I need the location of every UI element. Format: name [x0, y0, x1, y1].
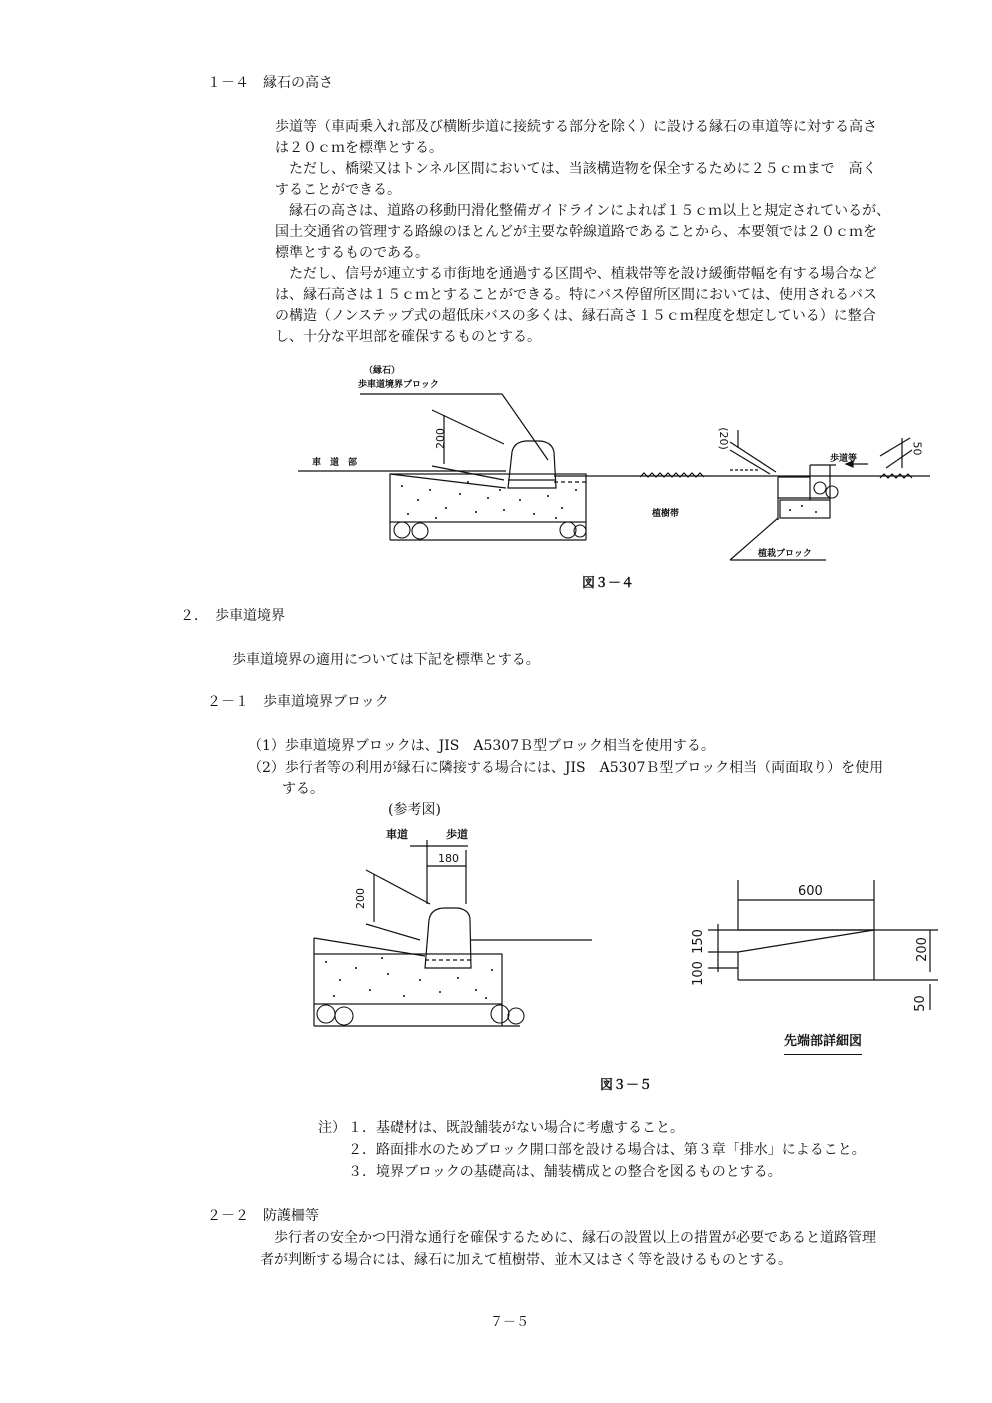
- fig34-dim-20: (20): [716, 427, 730, 450]
- section-heading-2: ２． 歩車道境界: [180, 608, 285, 624]
- fig35-dim-50: 50: [912, 995, 928, 1012]
- fig35-dim-180: 180: [438, 852, 459, 865]
- fig34-label-block: 歩車道境界ブロック: [358, 380, 439, 390]
- fig35-detail-caption: 先端部詳細図: [784, 1032, 862, 1055]
- para-line: することができる。: [275, 182, 401, 198]
- fig35-reference-label: (参考図): [388, 802, 441, 818]
- para-line: 国土交通省の管理する路線のほとんどが主要な幹線道路であることから、本要領では２０ｃｍを: [275, 224, 877, 240]
- para-line: の構造（ノンステップ式の超低床バスの多くは、縁石高さ１５ｃｍ程度を想定している）に整合: [275, 308, 876, 324]
- list-item-1: （1）歩車道境界ブロックは、JIS A5307Ｂ型ブロック相当を使用する。: [248, 738, 715, 754]
- fig34-label-curb: （縁石）: [364, 366, 401, 376]
- fig35-label-roadway: 車道: [386, 828, 408, 841]
- figure-3-5-detail-drawing: [690, 880, 950, 1010]
- para-line: ただし、信号が連立する市街地を通過する区間や、植栽帯等を設け緩衝帯幅を有する場合など: [275, 266, 877, 282]
- list-item-2: （2）歩行者等の利用が縁石に隣接する場合には、JIS A5307Ｂ型ブロック相当（両面取り）を使用: [248, 760, 884, 776]
- figure-3-4-caption: 図３－４: [582, 576, 635, 591]
- section-2-intro: 歩車道境界の適用については下記を標準とする。: [232, 652, 540, 668]
- figure-3-4-drawing: [290, 360, 930, 570]
- note-2: ２．路面排水のためブロック開口部を設ける場合は、第３章「排水」によること。: [348, 1142, 866, 1158]
- section-2-2-line-1: 歩行者の安全かつ円滑な通行を確保するために、縁石の設置以上の措置が必要であると道路管理: [260, 1230, 876, 1246]
- section-heading-1-4: １－４ 縁石の高さ: [207, 75, 333, 91]
- para-line: し、十分な平坦部を確保するものとする。: [275, 329, 541, 345]
- fig35-dim-150: 150: [690, 929, 706, 954]
- fig34-label-plantblock: 植栽ブロック: [758, 549, 812, 559]
- list-item-2-cont: する。: [282, 781, 324, 797]
- section-2-2-line-2: 者が判断する場合には、縁石に加えて植樹帯、並木又はさく等を設けるものとする。: [260, 1252, 792, 1268]
- para-line: は、縁石高さは１５ｃｍとすることができる。特にバス停留所区間においては、使用されるバス: [275, 287, 877, 303]
- fig35-dim-200b: 200: [914, 937, 930, 962]
- fig34-dim-200: 200: [434, 428, 447, 449]
- figure-3-5-section-drawing: [300, 840, 600, 1030]
- figure-3-5-caption: 図３－５: [600, 1078, 653, 1093]
- fig34-label-roadway: 車 道 部: [312, 458, 358, 468]
- fig35-label-sidewalk: 歩道: [446, 828, 468, 841]
- para-line: ただし、橋梁又はトンネル区間においては、当該構造物を保全するために２５ｃｍまで 高く: [275, 161, 877, 177]
- para-line: は２０ｃｍを標準とする。: [275, 140, 443, 156]
- notes-prefix: 注）: [318, 1120, 346, 1136]
- note-1: １．基礎材は、既設舗装がない場合に考慮すること。: [348, 1120, 684, 1136]
- fig35-dim-200: 200: [354, 888, 367, 909]
- para-line: 標準とするものである。: [275, 245, 429, 261]
- curb-height-paragraph: [275, 117, 890, 348]
- fig35-dim-600: 600: [798, 884, 823, 899]
- para-line: 歩道等（車両乗入れ部及び横断歩道に接続する部分を除く）に設ける縁石の車道等に対する高さ: [275, 119, 877, 135]
- fig34-dim-50: 50: [910, 441, 924, 456]
- section-heading-2-1: ２－１ 歩車道境界ブロック: [207, 694, 389, 710]
- section-heading-2-2: ２－２ 防護柵等: [207, 1208, 319, 1224]
- page-number: ７－５: [490, 1315, 530, 1330]
- fig34-label-planting: 植樹帯: [652, 509, 680, 519]
- para-line: 縁石の高さは、道路の移動円滑化整備ガイドラインによれば１５ｃｍ以上と規定されているが、: [275, 203, 891, 219]
- fig35-dim-100: 100: [690, 961, 706, 986]
- fig34-label-sidewalk: 歩道等: [830, 454, 858, 464]
- note-3: ３．境界ブロックの基礎高は、舗装構成との整合を図るものとする。: [348, 1164, 782, 1180]
